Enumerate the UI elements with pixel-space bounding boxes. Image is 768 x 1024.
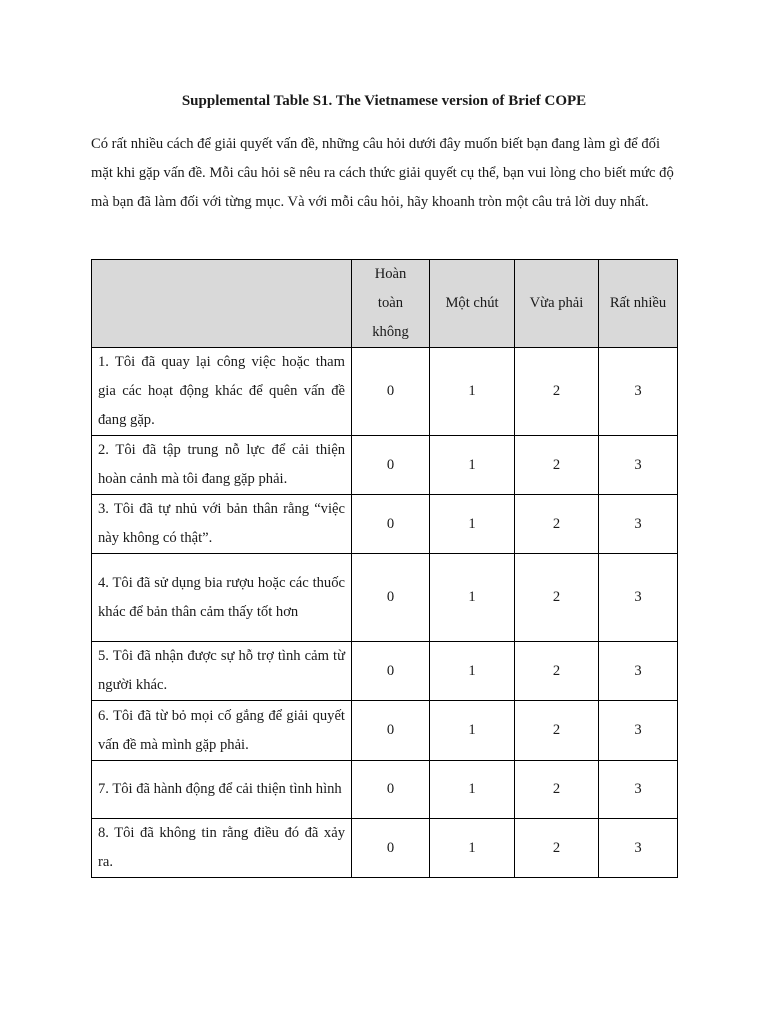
- table-row: [92, 495, 678, 554]
- table-row: [92, 761, 678, 819]
- column-header-a-lot: Rất nhiều: [599, 260, 678, 348]
- score-cell[interactable]: 2: [515, 819, 599, 878]
- score-cell[interactable]: 3: [599, 348, 678, 436]
- column-header-not-at-all: Hoàn toàn không: [352, 260, 430, 348]
- score-cell[interactable]: 2: [515, 348, 599, 436]
- question-cell: 7. Tôi đã hành động để cải thiện tình hình: [92, 761, 352, 819]
- score-cell[interactable]: 1: [430, 348, 515, 436]
- score-cell[interactable]: 0: [352, 701, 430, 761]
- table-row: [92, 642, 678, 701]
- score-cell[interactable]: 0: [352, 819, 430, 878]
- table-row: [92, 819, 678, 878]
- score-cell[interactable]: 3: [599, 701, 678, 761]
- score-cell[interactable]: 2: [515, 642, 599, 701]
- question-column-header: [92, 260, 352, 348]
- score-cell[interactable]: 1: [430, 761, 515, 819]
- question-cell: 2. Tôi đã tập trung nỗ lực để cải thiện hoàn cảnh mà tôi đang gặp phải.: [92, 436, 352, 495]
- score-cell[interactable]: 0: [352, 495, 430, 554]
- question-cell: 3. Tôi đã tự nhủ với bản thân rằng “việc này không có thật”.: [92, 495, 352, 554]
- brief-cope-table: [91, 259, 678, 878]
- score-cell[interactable]: 1: [430, 436, 515, 495]
- score-cell[interactable]: 3: [599, 495, 678, 554]
- score-cell[interactable]: 1: [430, 554, 515, 642]
- score-cell[interactable]: 3: [599, 819, 678, 878]
- question-cell: 6. Tôi đã từ bỏ mọi cố gắng để giải quyết vấn đề mà mình gặp phải.: [92, 701, 352, 761]
- instructions-paragraph: Có rất nhiều cách để giải quyết vấn đề, những câu hỏi dưới đây muốn biết bạn đang làm gì để đối mặt khi gặp vấn đề. Mỗi câu hỏi sẽ nêu ra cách thức giải quyết cụ thể, bạn vui lòng cho biết mức độ mà bạn đã làm đối với từng mục. Và với mỗi câu hỏi, hãy khoanh tròn một câu trả lời duy nhất.: [91, 136, 674, 210]
- question-cell: 4. Tôi đã sử dụng bia rượu hoặc các thuốc khác để bản thân cảm thấy tốt hơn: [92, 554, 352, 642]
- score-cell[interactable]: 2: [515, 554, 599, 642]
- column-header-moderate: Vừa phải: [515, 260, 599, 348]
- table-title: Supplemental Table S1. The Vietnamese version of Brief COPE: [181, 93, 587, 109]
- table-header-row: [92, 260, 678, 348]
- question-cell: 1. Tôi đã quay lại công việc hoặc tham gia các hoạt động khác để quên vấn đề đang gặp.: [92, 348, 352, 436]
- score-cell[interactable]: 2: [515, 495, 599, 554]
- table-row: [92, 436, 678, 495]
- score-cell[interactable]: 3: [599, 554, 678, 642]
- table-row: [92, 348, 678, 436]
- score-cell[interactable]: 3: [599, 436, 678, 495]
- score-cell[interactable]: 1: [430, 701, 515, 761]
- score-cell[interactable]: 0: [352, 642, 430, 701]
- score-cell[interactable]: 1: [430, 819, 515, 878]
- column-header-a-little: Một chút: [430, 260, 515, 348]
- table-row: [92, 701, 678, 761]
- score-cell[interactable]: 1: [430, 495, 515, 554]
- score-cell[interactable]: 0: [352, 348, 430, 436]
- score-cell[interactable]: 2: [515, 436, 599, 495]
- score-cell[interactable]: 0: [352, 761, 430, 819]
- table-row: [92, 554, 678, 642]
- score-cell[interactable]: 0: [352, 436, 430, 495]
- question-cell: 5. Tôi đã nhận được sự hỗ trợ tình cảm từ người khác.: [92, 642, 352, 701]
- question-cell: 8. Tôi đã không tin rằng điều đó đã xảy ra.: [92, 819, 352, 878]
- score-cell[interactable]: 3: [599, 761, 678, 819]
- score-cell[interactable]: 3: [599, 642, 678, 701]
- score-cell[interactable]: 2: [515, 761, 599, 819]
- score-cell[interactable]: 2: [515, 701, 599, 761]
- score-cell[interactable]: 1: [430, 642, 515, 701]
- score-cell[interactable]: 0: [352, 554, 430, 642]
